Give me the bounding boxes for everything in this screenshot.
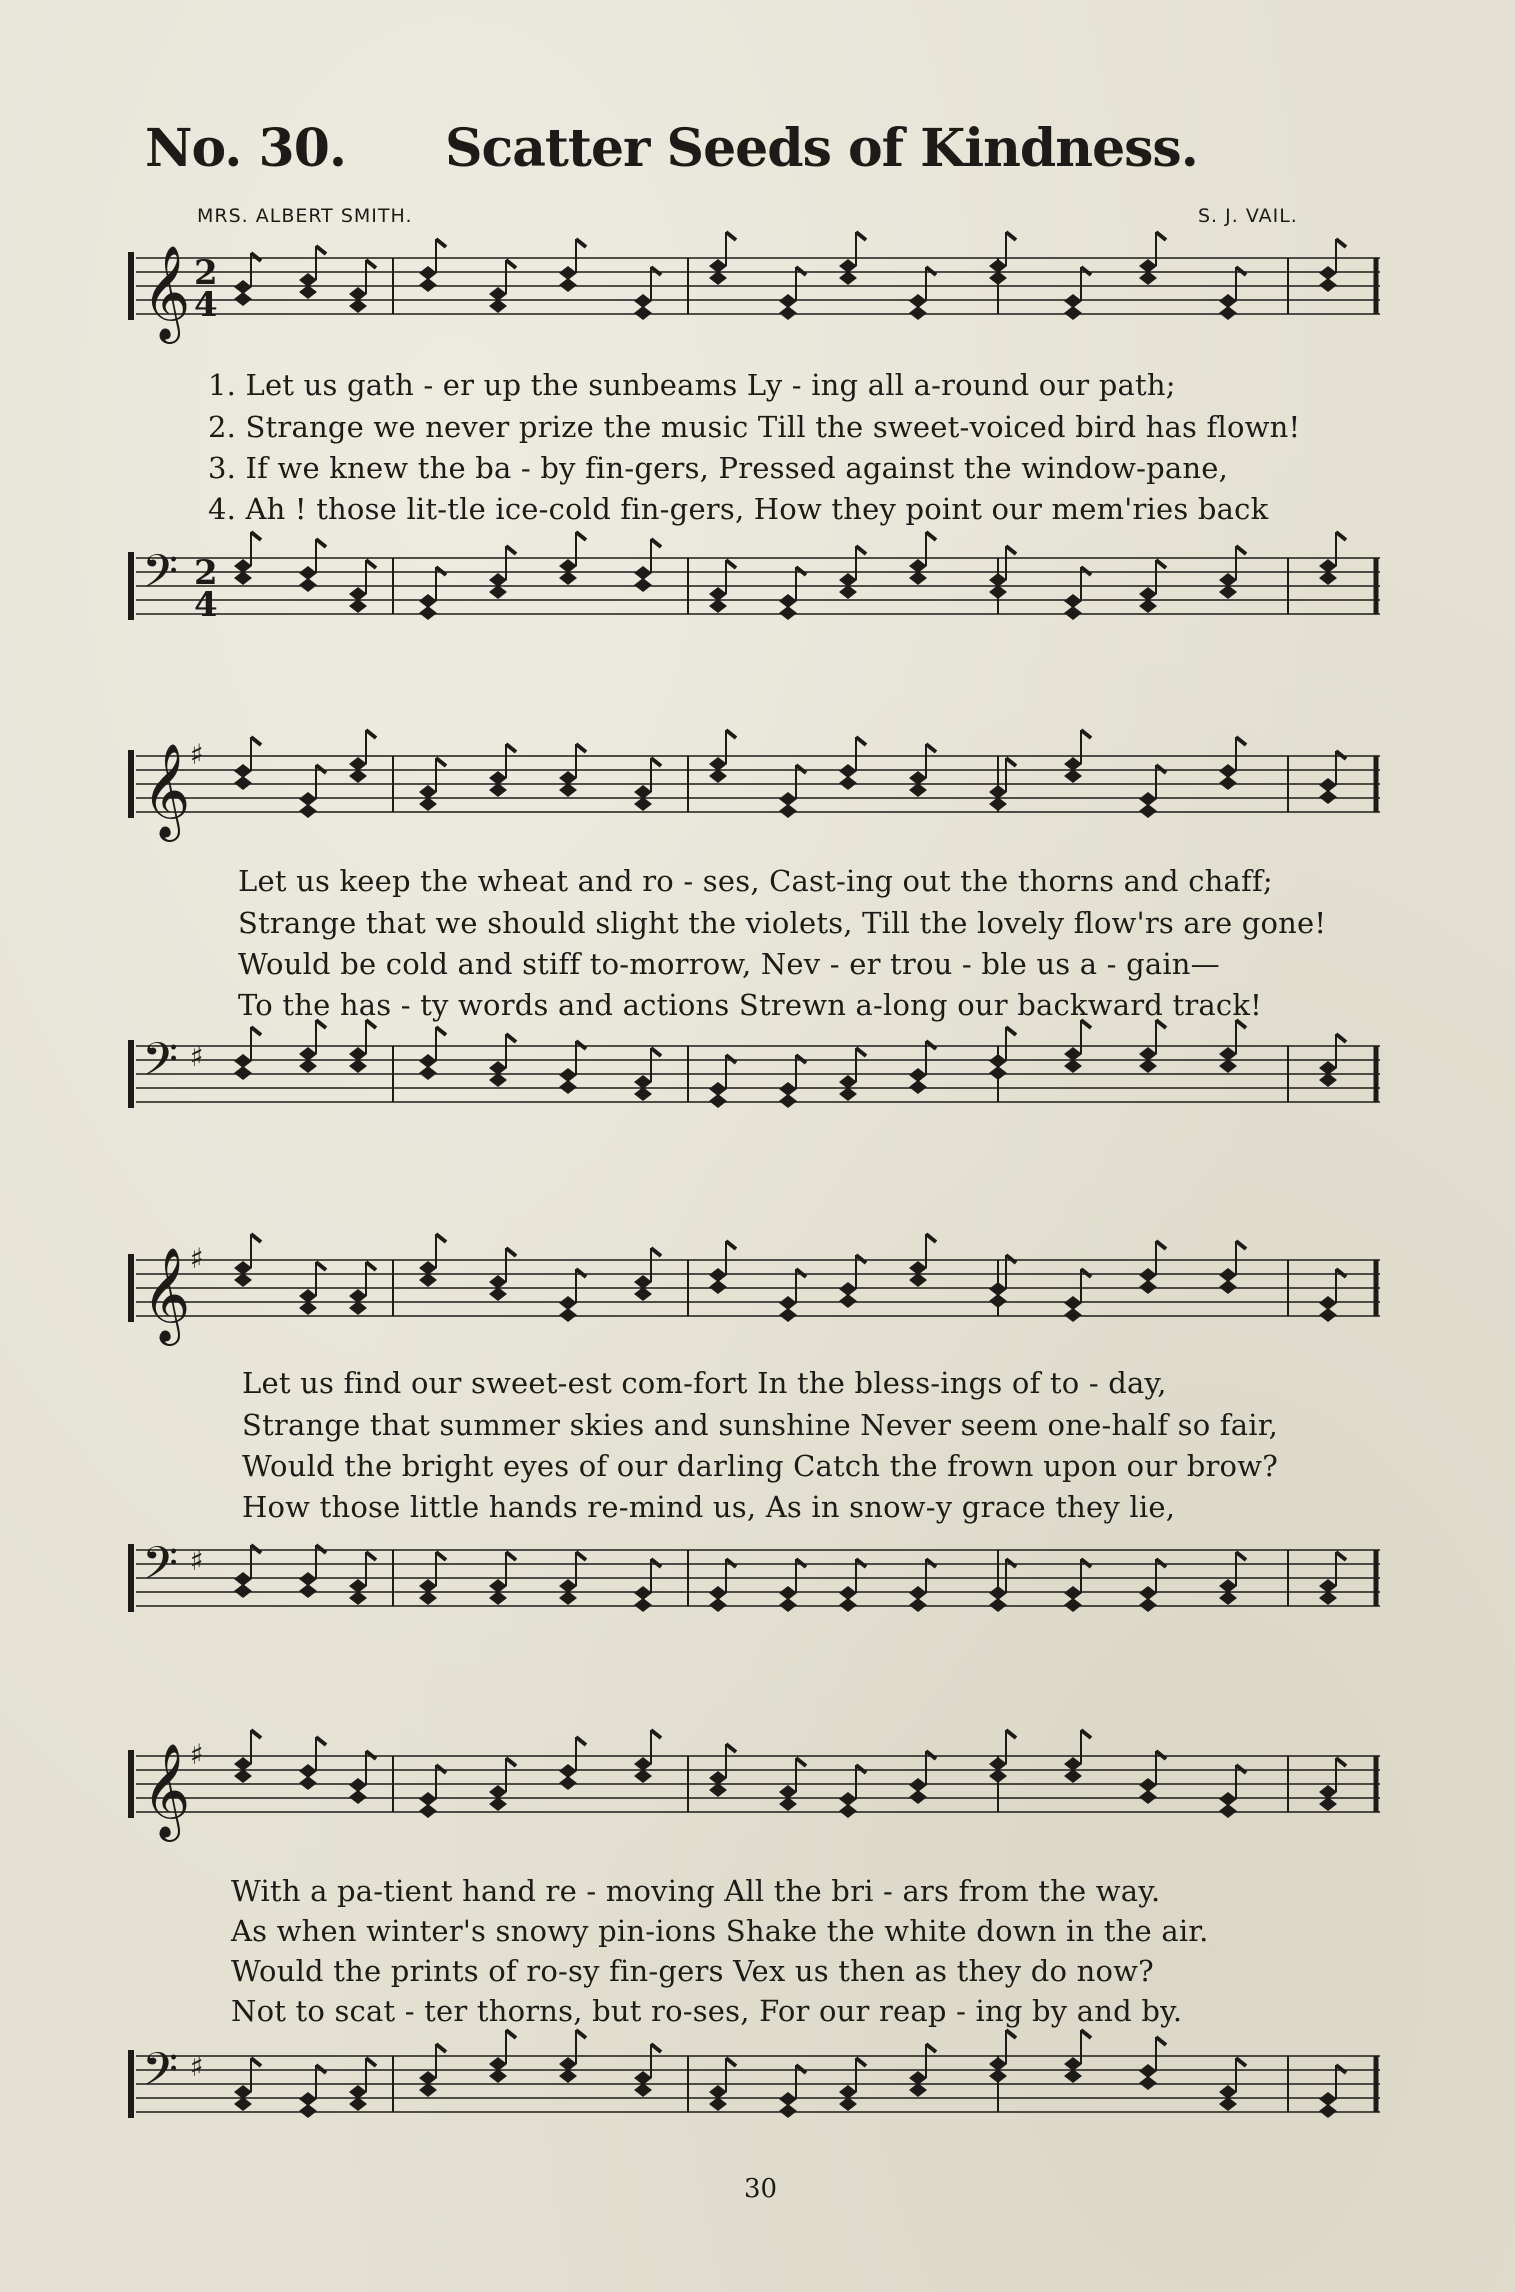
lyric-line: Let us find our sweet-est com-fort In the bless-ings of to - day, bbox=[242, 1366, 1167, 1400]
note-head bbox=[909, 559, 927, 573]
lyric-line: Would the bright eyes of our darling Catch the frown upon our brow? bbox=[242, 1449, 1278, 1483]
sharp-key-signature-icon: ♯ bbox=[190, 1242, 204, 1275]
note-head bbox=[234, 1757, 252, 1771]
note-head bbox=[1319, 559, 1337, 573]
lyric-line: Let us keep the wheat and ro - ses, Cast-ing out the thorns and chaff; bbox=[238, 864, 1273, 898]
note-head bbox=[299, 1572, 317, 1586]
note-head bbox=[1319, 2092, 1337, 2106]
note-head bbox=[779, 294, 797, 308]
note-head bbox=[1064, 594, 1082, 608]
lyric-line: As when winter's snowy pin-ions Shake the white down in the air. bbox=[231, 1914, 1209, 1948]
time-signature-bottom: 4 bbox=[194, 285, 218, 325]
note-head bbox=[1319, 1296, 1337, 1310]
system-bracket bbox=[128, 1544, 134, 1612]
note-head bbox=[709, 1082, 727, 1096]
bass-staff-4 bbox=[128, 2028, 1390, 2168]
note-head bbox=[1319, 778, 1337, 792]
note-head bbox=[299, 1764, 317, 1778]
music-system-3 bbox=[128, 1232, 1390, 1652]
note-head bbox=[419, 594, 437, 608]
note-head bbox=[709, 1586, 727, 1600]
note-head bbox=[989, 1054, 1007, 1068]
note-head bbox=[1064, 1296, 1082, 1310]
note-head bbox=[989, 259, 1007, 273]
note-head bbox=[1064, 1757, 1082, 1771]
note-head bbox=[909, 1586, 927, 1600]
lyric-line: Would the prints of ro-sy fin-gers Vex us then as they do now? bbox=[231, 1954, 1154, 1988]
note-head bbox=[1139, 2064, 1157, 2078]
time-signature-bottom: 4 bbox=[194, 585, 218, 625]
treble-staff-2 bbox=[128, 728, 1390, 868]
note-head bbox=[299, 792, 317, 806]
sharp-key-signature-icon: ♯ bbox=[190, 1738, 204, 1771]
bass-clef-icon: 𝄢 bbox=[142, 545, 179, 610]
note-head bbox=[779, 1586, 797, 1600]
time-signature-top: 2 bbox=[194, 253, 218, 293]
note-head bbox=[709, 259, 727, 273]
system-bracket bbox=[128, 2050, 134, 2118]
note-head bbox=[909, 1778, 927, 1792]
sharp-key-signature-icon: ♯ bbox=[190, 1544, 204, 1577]
lyric-line: Not to scat - ter thorns, but ro-ses, For our reap - ing by and by. bbox=[231, 1994, 1183, 2028]
note-head bbox=[1219, 573, 1237, 587]
note-head bbox=[1139, 1047, 1157, 1061]
note-head bbox=[909, 1261, 927, 1275]
note-head bbox=[489, 2057, 507, 2071]
system-bracket bbox=[128, 1750, 134, 1818]
bass-staff-1 bbox=[128, 530, 1390, 670]
system-bracket bbox=[128, 1040, 134, 1108]
note-head bbox=[299, 1047, 317, 1061]
note-head bbox=[779, 2092, 797, 2106]
note-head bbox=[779, 792, 797, 806]
note-head bbox=[559, 1296, 577, 1310]
note-head bbox=[909, 1068, 927, 1082]
note-head bbox=[559, 1579, 577, 1593]
lyric-line: How those little hands re-mind us, As in snow-y grace they lie, bbox=[242, 1490, 1176, 1524]
lyric-line: Would be cold and stiff to-morrow, Nev - er trou - ble us a - gain— bbox=[238, 947, 1220, 981]
system-bracket bbox=[128, 750, 134, 818]
note-head bbox=[1139, 259, 1157, 273]
hymn-number: No. 30. bbox=[145, 118, 346, 179]
lyricist-credit: MRS. ALBERT SMITH. bbox=[197, 205, 413, 227]
page-number: 30 bbox=[744, 2174, 778, 2204]
note-head bbox=[299, 566, 317, 580]
music-system-2 bbox=[128, 728, 1390, 1148]
note-head bbox=[1064, 1047, 1082, 1061]
note-head bbox=[709, 1771, 727, 1785]
note-head bbox=[634, 566, 652, 580]
note-head bbox=[234, 764, 252, 778]
note-head bbox=[559, 2057, 577, 2071]
note-head bbox=[779, 594, 797, 608]
lyric-line: 2. Strange we never prize the music Till the sweet-voiced bird has flown! bbox=[208, 410, 1301, 444]
note-head bbox=[419, 1261, 437, 1275]
composer-credit: S. J. VAIL. bbox=[1198, 205, 1298, 227]
note-head bbox=[1219, 2085, 1237, 2099]
note-head bbox=[489, 573, 507, 587]
note-head bbox=[909, 771, 927, 785]
note-head bbox=[489, 1785, 507, 1799]
note-head bbox=[234, 280, 252, 294]
bass-staff-2 bbox=[128, 1018, 1390, 1158]
note-head bbox=[839, 1075, 857, 1089]
lyric-line: 4. Ah ! those lit-tle ice-cold fin-gers, How they point our mem'ries back bbox=[208, 492, 1269, 526]
note-head bbox=[419, 1054, 437, 1068]
time-signature-top: 2 bbox=[194, 553, 218, 593]
note-head bbox=[909, 2071, 927, 2085]
sharp-key-signature-icon: ♯ bbox=[190, 2050, 204, 2083]
note-head bbox=[1139, 587, 1157, 601]
note-head bbox=[299, 2092, 317, 2106]
lyric-line: With a pa-tient hand re - moving All the bri - ars from the way. bbox=[231, 1874, 1161, 1908]
note-head bbox=[349, 2085, 367, 2099]
note-head bbox=[489, 771, 507, 785]
note-head bbox=[634, 2071, 652, 2085]
note-head bbox=[989, 1757, 1007, 1771]
note-head bbox=[1139, 792, 1157, 806]
note-head bbox=[1139, 1268, 1157, 1282]
note-head bbox=[559, 266, 577, 280]
hymn-title: Scatter Seeds of Kindness. bbox=[445, 118, 1198, 179]
note-head bbox=[1219, 1579, 1237, 1593]
note-head bbox=[1219, 1268, 1237, 1282]
note-head bbox=[489, 1275, 507, 1289]
note-head bbox=[1219, 764, 1237, 778]
note-head bbox=[1319, 1579, 1337, 1593]
note-head bbox=[234, 1261, 252, 1275]
treble-staff-3 bbox=[128, 1232, 1390, 1372]
note-head bbox=[839, 1282, 857, 1296]
sharp-key-signature-icon: ♯ bbox=[190, 1040, 204, 1073]
note-head bbox=[909, 294, 927, 308]
note-head bbox=[839, 764, 857, 778]
lyric-line: 3. If we knew the ba - by fin-gers, Pressed against the window-pane, bbox=[208, 451, 1229, 485]
note-head bbox=[234, 1054, 252, 1068]
note-head bbox=[489, 1061, 507, 1075]
treble-staff-4 bbox=[128, 1728, 1390, 1868]
note-head bbox=[634, 1757, 652, 1771]
system-bracket bbox=[128, 1254, 134, 1322]
note-head bbox=[779, 1082, 797, 1096]
note-head bbox=[1219, 1792, 1237, 1806]
system-bracket bbox=[128, 552, 134, 620]
treble-clef-icon: 𝄞 bbox=[142, 1247, 191, 1342]
lyric-line: Strange that we should slight the violets, Till the lovely flow'rs are gone! bbox=[238, 906, 1327, 940]
note-head bbox=[559, 1068, 577, 1082]
note-head bbox=[489, 287, 507, 301]
treble-clef-icon: 𝄞 bbox=[142, 245, 191, 340]
note-head bbox=[989, 1586, 1007, 1600]
note-head bbox=[349, 1047, 367, 1061]
note-head bbox=[634, 785, 652, 799]
treble-clef-icon: 𝄞 bbox=[142, 1743, 191, 1838]
note-head bbox=[419, 1792, 437, 1806]
note-head bbox=[1319, 266, 1337, 280]
note-head bbox=[989, 2057, 1007, 2071]
note-head bbox=[1319, 1785, 1337, 1799]
note-head bbox=[489, 1579, 507, 1593]
note-head bbox=[839, 2085, 857, 2099]
note-head bbox=[349, 1289, 367, 1303]
note-head bbox=[634, 294, 652, 308]
note-head bbox=[989, 573, 1007, 587]
bass-clef-icon: 𝄢 bbox=[142, 1033, 179, 1098]
note-head bbox=[1219, 1047, 1237, 1061]
note-head bbox=[1319, 1061, 1337, 1075]
note-head bbox=[419, 785, 437, 799]
note-head bbox=[839, 1586, 857, 1600]
note-head bbox=[349, 1778, 367, 1792]
note-head bbox=[634, 1275, 652, 1289]
treble-clef-icon: 𝄞 bbox=[142, 743, 191, 838]
note-head bbox=[1064, 757, 1082, 771]
bass-staff-3 bbox=[128, 1522, 1390, 1662]
note-head bbox=[559, 771, 577, 785]
lyric-line: 1. Let us gath - er up the sunbeams Ly - ing all a-round our path; bbox=[208, 368, 1176, 402]
lyric-line: To the has - ty words and actions Strewn a-long our backward track! bbox=[238, 988, 1262, 1022]
note-head bbox=[234, 559, 252, 573]
note-head bbox=[1064, 1586, 1082, 1600]
music-system-1 bbox=[128, 230, 1390, 650]
note-head bbox=[1064, 2057, 1082, 2071]
note-head bbox=[709, 2085, 727, 2099]
note-head bbox=[779, 1296, 797, 1310]
note-head bbox=[299, 273, 317, 287]
note-head bbox=[1139, 1778, 1157, 1792]
note-head bbox=[234, 2085, 252, 2099]
note-head bbox=[234, 1572, 252, 1586]
sharp-key-signature-icon: ♯ bbox=[190, 738, 204, 771]
note-head bbox=[709, 587, 727, 601]
note-head bbox=[709, 757, 727, 771]
note-head bbox=[1064, 294, 1082, 308]
note-head bbox=[419, 266, 437, 280]
note-head bbox=[559, 1764, 577, 1778]
bass-clef-icon: 𝄢 bbox=[142, 2043, 179, 2108]
note-head bbox=[779, 1785, 797, 1799]
note-head bbox=[419, 1579, 437, 1593]
note-head bbox=[839, 1792, 857, 1806]
treble-staff-1 bbox=[128, 230, 1390, 370]
note-head bbox=[349, 757, 367, 771]
note-head bbox=[989, 785, 1007, 799]
system-bracket bbox=[128, 252, 134, 320]
note-head bbox=[1219, 294, 1237, 308]
note-head bbox=[299, 1289, 317, 1303]
bass-clef-icon: 𝄢 bbox=[142, 1537, 179, 1602]
hymn-header bbox=[145, 118, 1385, 198]
note-head bbox=[419, 2071, 437, 2085]
note-head bbox=[349, 587, 367, 601]
note-head bbox=[349, 287, 367, 301]
music-system-4 bbox=[128, 1728, 1390, 2148]
note-head bbox=[709, 1268, 727, 1282]
lyric-line: Strange that summer skies and sunshine Never seem one-half so fair, bbox=[242, 1408, 1278, 1442]
note-head bbox=[634, 1075, 652, 1089]
note-head bbox=[559, 559, 577, 573]
note-head bbox=[634, 1586, 652, 1600]
note-head bbox=[1139, 1586, 1157, 1600]
note-head bbox=[839, 573, 857, 587]
note-head bbox=[989, 1282, 1007, 1296]
note-head bbox=[349, 1579, 367, 1593]
note-head bbox=[839, 259, 857, 273]
